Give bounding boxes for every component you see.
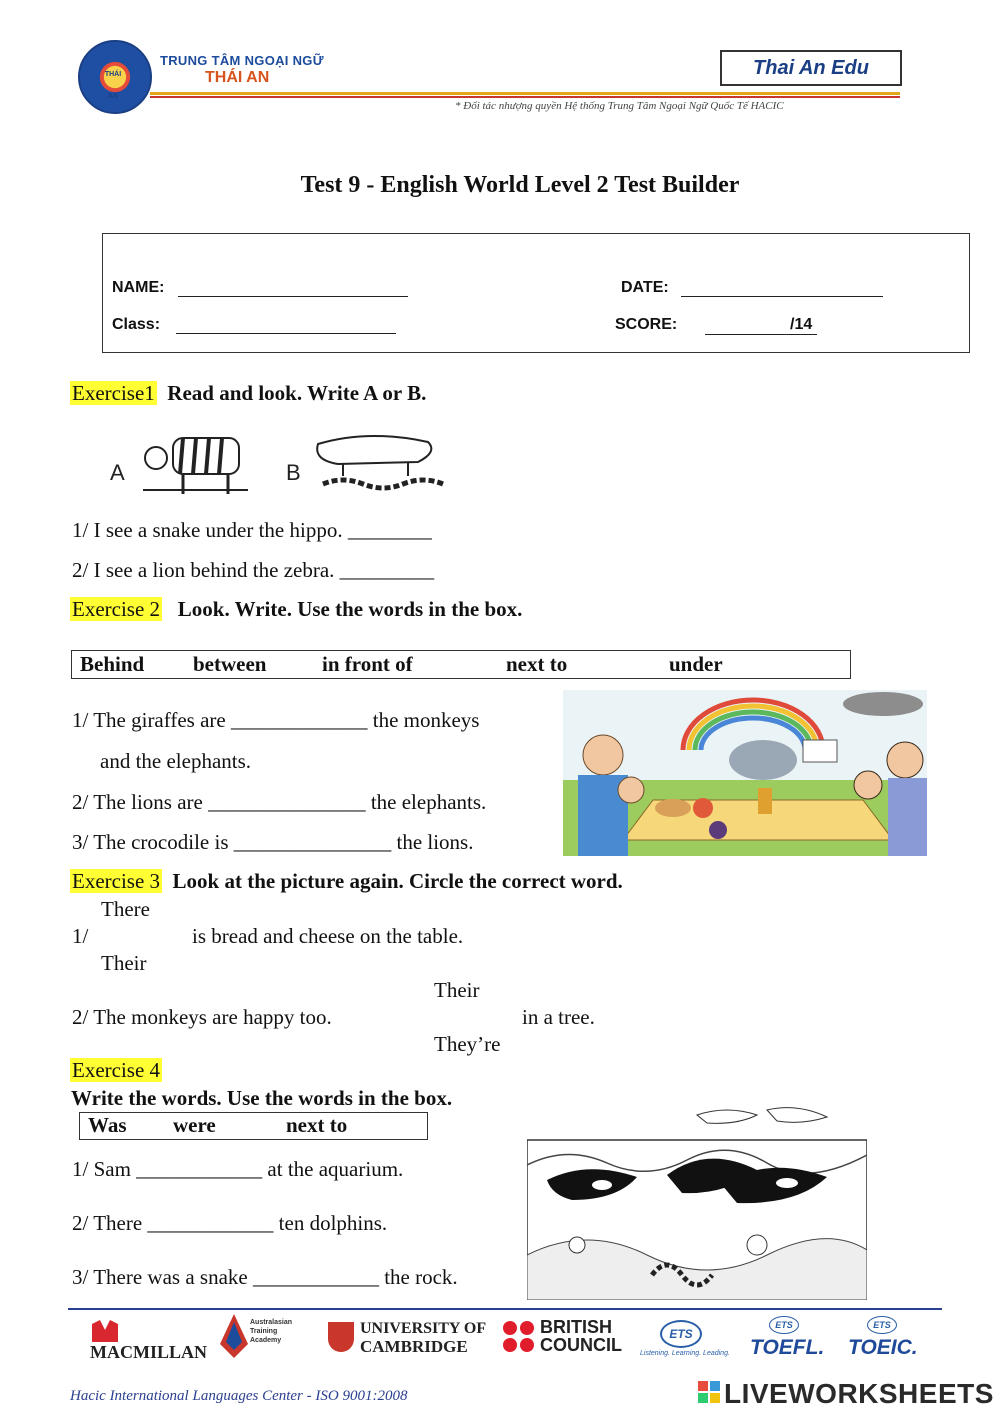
rain-cloud-icon <box>843 692 923 716</box>
animals-illustration <box>108 424 478 504</box>
center-name-line2: THÁI AN <box>205 69 270 86</box>
man-figure <box>583 735 623 775</box>
word-box-item: under <box>669 652 723 676</box>
exercise-4-label: Exercise 4 <box>72 1058 161 1082</box>
center-name-line1: TRUNG TÂM NGOẠI NGỮ <box>160 53 324 68</box>
exercise-4-question-2: 2/ There ____________ ten dolphins. <box>72 1211 388 1235</box>
name-field[interactable] <box>178 296 408 297</box>
girl-figure <box>854 771 882 799</box>
date-field[interactable] <box>681 296 883 297</box>
ata-logo-icon <box>220 1314 248 1358</box>
ets-logo: ETS <box>660 1320 702 1348</box>
exercise-1-label: Exercise1 <box>72 381 155 405</box>
exercise-4-word-box <box>79 1112 428 1140</box>
exercise-1-question-2: 2/ I see a lion behind the zebra. _________ <box>72 558 435 582</box>
sign-board <box>803 740 837 762</box>
zoo-picnic-illustration <box>563 690 927 856</box>
exercise-2-question-3: 3/ The crocodile is _______________ the lions. <box>72 830 474 854</box>
picture-b-label: B <box>286 460 301 485</box>
word-box-item: next to <box>286 1113 348 1137</box>
ets-tagline: Listening. Learning. Leading. <box>640 1350 730 1357</box>
exercise-3-q1-text: is bread and cheese on the table. <box>192 924 464 948</box>
snake-icon <box>323 480 443 488</box>
exercise-4-question-1: 1/ Sam ____________ at the aquarium. <box>72 1157 404 1181</box>
word-box-item: in front of <box>322 652 413 676</box>
word-box-item: Was <box>88 1113 127 1137</box>
class-field[interactable] <box>176 333 396 334</box>
elephant-icon <box>729 740 797 780</box>
exercise-2-label: Exercise 2 <box>72 597 161 621</box>
dolphin-icon <box>767 1108 827 1123</box>
exercise-3-q1-option-1[interactable]: There <box>101 897 150 921</box>
liveworksheets-watermark: LIVEWORKSHEETS <box>724 1378 994 1409</box>
octopus-icon <box>747 1235 767 1255</box>
exercise-3-q2-option-2[interactable]: They’re <box>434 1032 501 1056</box>
exercise-2-heading <box>70 597 522 622</box>
header-divider <box>150 92 900 95</box>
british-council-logo-line1: BRITISH <box>540 1317 612 1337</box>
toeic-logo: TOEIC. <box>848 1336 918 1359</box>
header-divider-red <box>150 96 900 98</box>
word-box-item: were <box>173 1113 216 1137</box>
lion-icon <box>145 447 167 469</box>
exercise-2-question-1: 1/ The giraffes are _____________ the monkeys <box>72 708 480 732</box>
exercise-2-question-1-cont: and the elephants. <box>100 749 252 773</box>
edu-badge: Thai An Edu <box>720 50 902 86</box>
student-info-box <box>102 233 970 353</box>
exercise-3-label: Exercise 3 <box>72 869 161 893</box>
score-total: /14 <box>790 316 813 333</box>
british-council-logo-line2: COUNCIL <box>540 1335 622 1355</box>
toefl-ets-badge: ETS <box>769 1316 799 1334</box>
word-box-item: Behind <box>80 652 145 676</box>
fish-icon <box>569 1237 585 1253</box>
exercise-3-q2-option-1[interactable]: Their <box>434 978 480 1002</box>
word-box-item: next to <box>506 652 568 676</box>
macmillan-logo-icon <box>90 1318 120 1344</box>
name-label: NAME: <box>112 279 165 296</box>
toeic-ets-badge: ETS <box>867 1316 897 1334</box>
exercise-1-question-1: 1/ I see a snake under the hippo. ________ <box>72 518 432 542</box>
liveworksheets-icon <box>698 1381 720 1403</box>
footer-divider <box>68 1308 942 1310</box>
exercise-1-instruction: Read and look. Write A or B. <box>167 381 427 405</box>
exercise-3-q1-number: 1/ <box>72 924 89 948</box>
woman-figure <box>887 742 923 778</box>
exercise-3-q2-text-end: in a tree. <box>522 1005 595 1029</box>
exercise-4-instruction: Write the words. Use the words in the box. <box>71 1086 453 1110</box>
exercise-2-question-2: 2/ The lions are _______________ the elephants. <box>72 790 487 814</box>
aquarium-picture <box>527 1105 867 1300</box>
exercise-4-question-3: 3/ There was a snake ____________ the rock. <box>72 1265 458 1289</box>
apple-icon <box>693 798 713 818</box>
exercise-3-q1-option-2[interactable]: Their <box>101 951 147 975</box>
score-field[interactable] <box>705 334 817 335</box>
exercise-2-word-box <box>71 650 851 679</box>
boy-figure <box>618 777 644 803</box>
juice-bottle-icon <box>758 788 772 814</box>
aquarium-illustration <box>527 1105 867 1300</box>
bread-icon <box>655 799 691 817</box>
exercise-3-instruction: Look at the picture again. Circle the correct word. <box>172 869 623 893</box>
exercise-1-heading <box>70 381 426 406</box>
exercise-2-instruction: Look. Write. Use the words in the box. <box>177 597 523 621</box>
toefl-logo: TOEFL. <box>750 1336 825 1359</box>
grapes-icon <box>709 821 727 839</box>
hippo-icon <box>317 436 431 476</box>
class-label: Class: <box>112 316 161 333</box>
cambridge-logo-line1: UNIVERSITY OF <box>360 1320 487 1337</box>
page-title: Test 9 - English World Level 2 Test Builder <box>300 172 740 198</box>
exercise-3-heading <box>70 869 623 894</box>
partner-note: * Đối tác nhượng quyền Hệ thống Trung Tâm Ngoại Ngữ Quốc Tế HACIC <box>455 100 784 112</box>
ata-logo: Australasian Training Academy <box>250 1319 293 1344</box>
word-box-item: between <box>193 652 267 676</box>
date-label: DATE: <box>621 279 669 296</box>
cambridge-logo-line2: CAMBRIDGE <box>360 1337 468 1356</box>
british-council-dots-icon <box>502 1320 538 1354</box>
picture-a-label: A <box>110 460 125 485</box>
score-label: SCORE: <box>615 316 678 333</box>
dolphin-icon <box>697 1110 757 1123</box>
macmillan-logo: MACMILLAN <box>90 1342 207 1362</box>
exercise-1-picture <box>108 424 478 504</box>
center-iso-line: Hacic International Languages Center - ISO 9001:2008 <box>70 1388 408 1404</box>
zoo-picnic-picture <box>563 690 927 856</box>
exercise-4-heading <box>70 1058 162 1083</box>
center-logo-text: THÁI AN <box>104 71 122 100</box>
cambridge-shield-icon <box>328 1322 354 1352</box>
exercise-3-q2-text: 2/ The monkeys are happy too. <box>72 1005 332 1029</box>
